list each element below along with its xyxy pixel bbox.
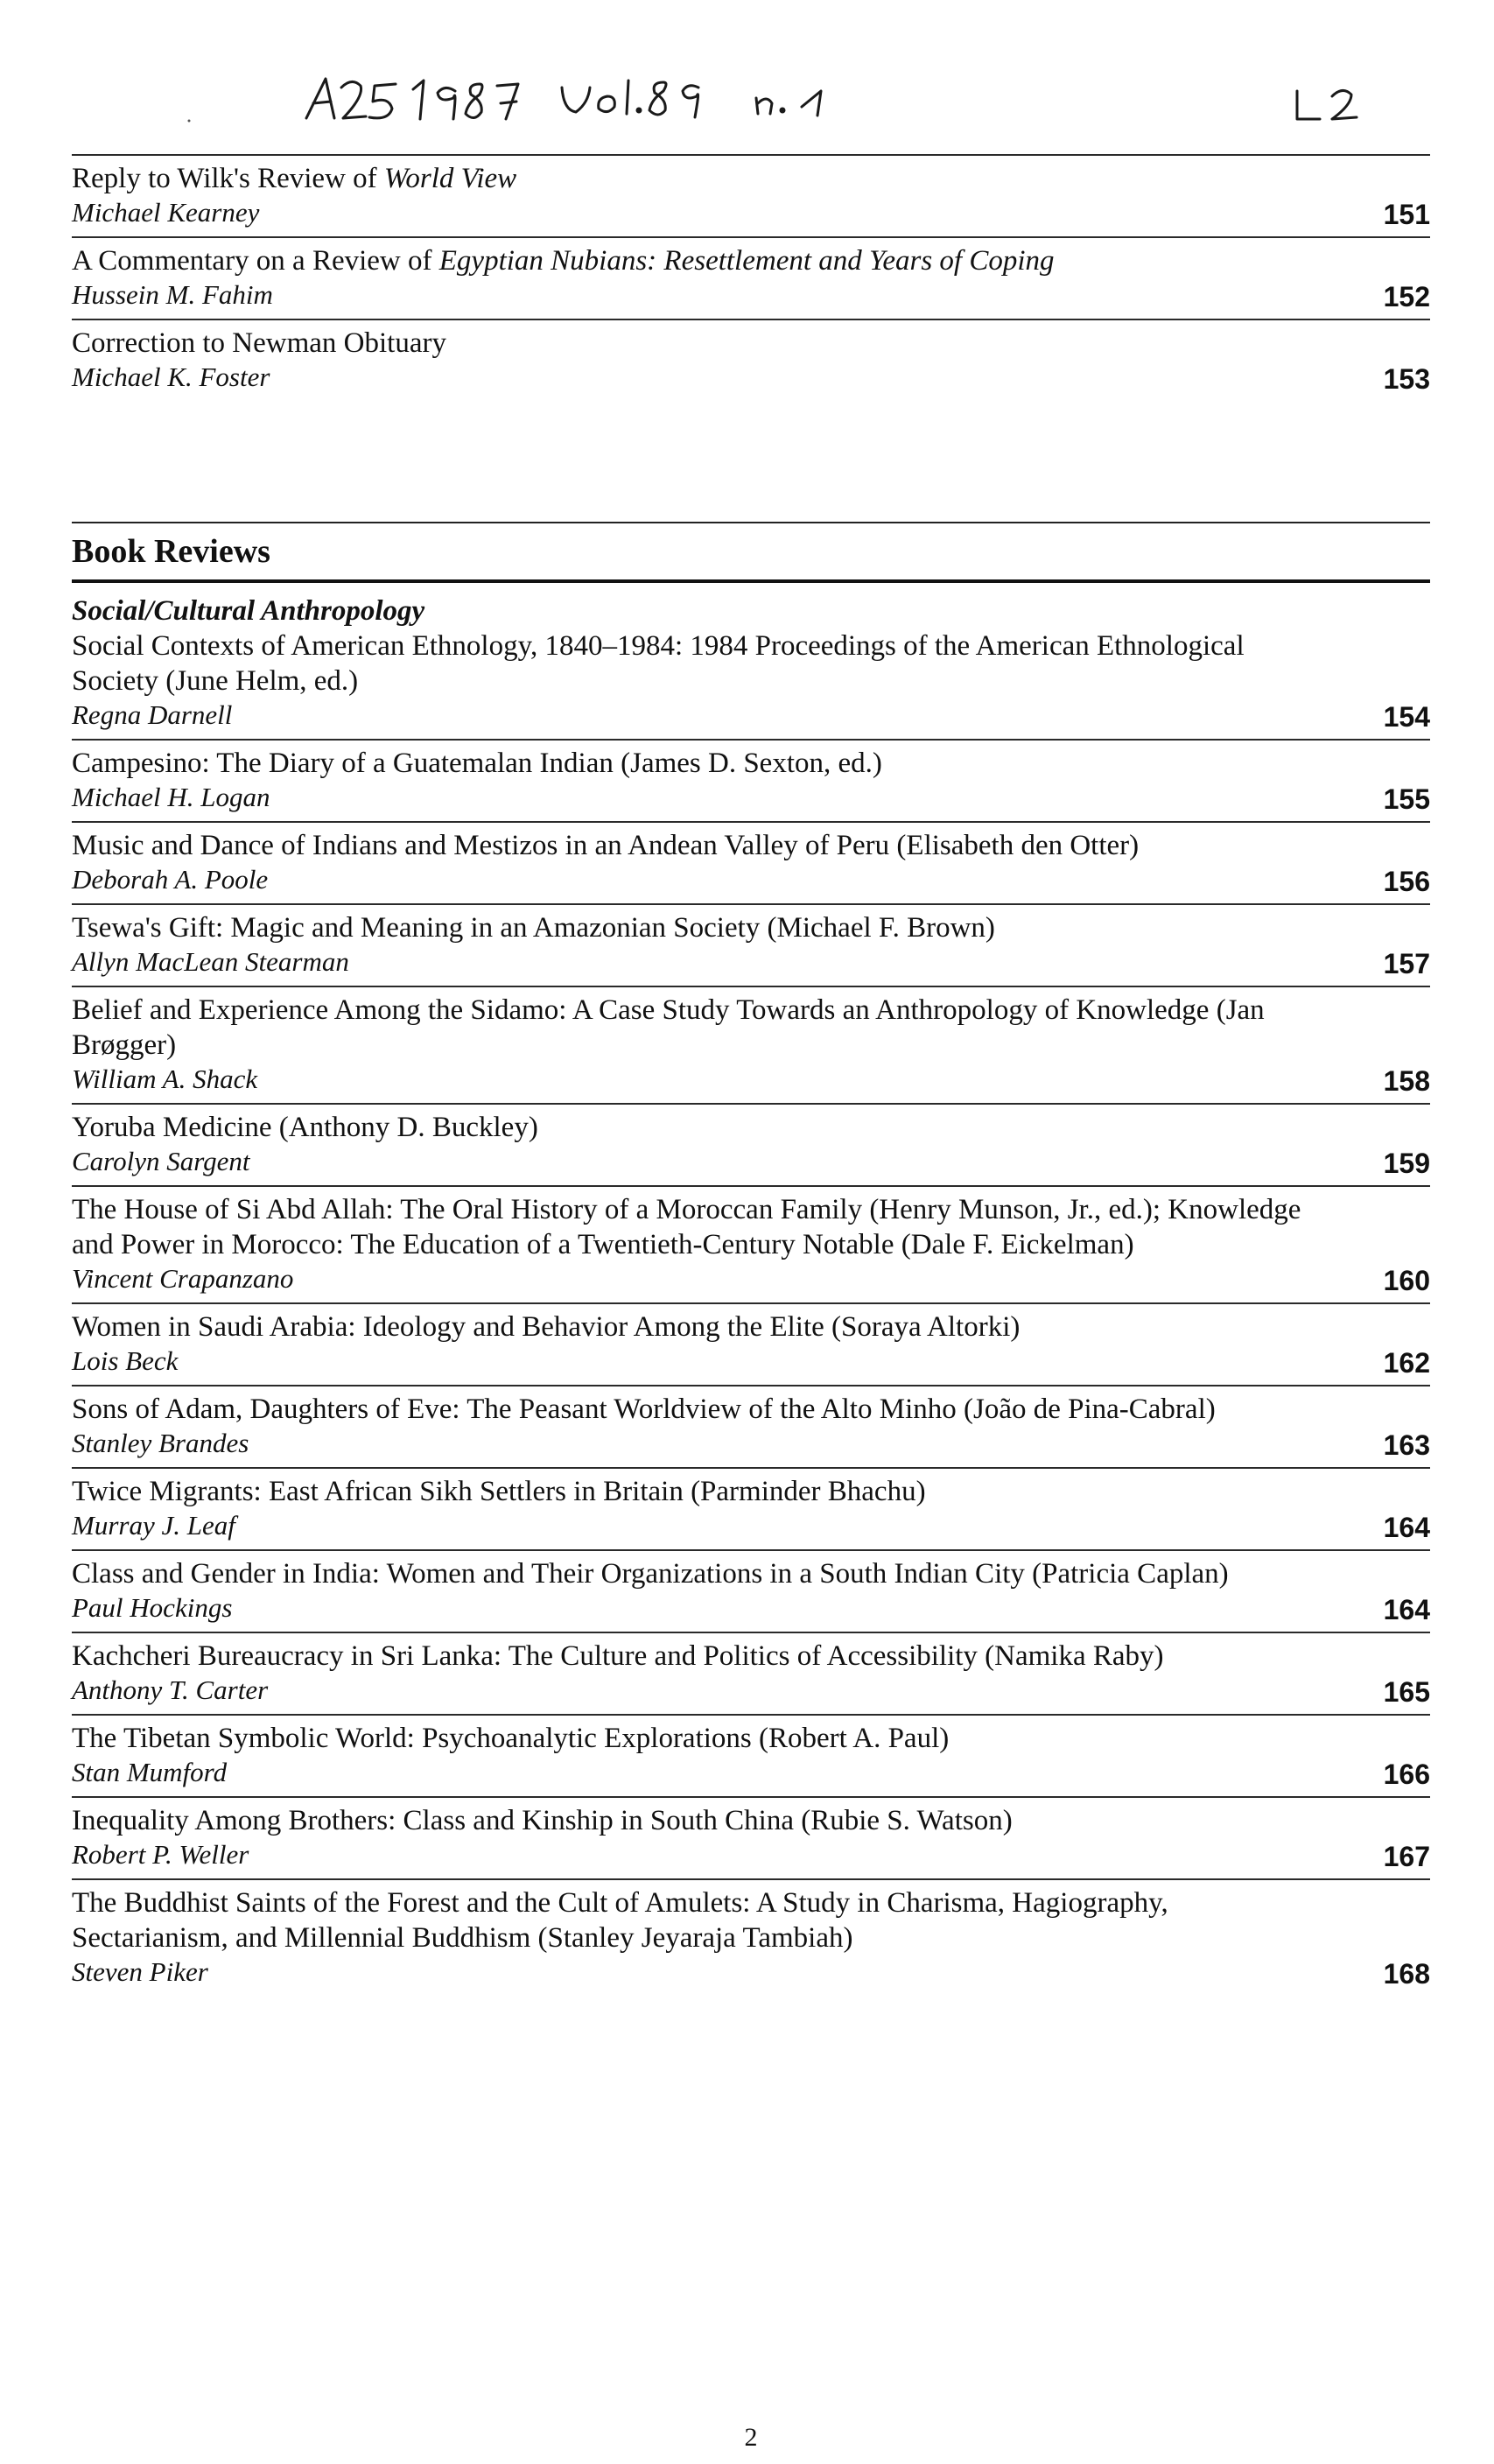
reviewer-name: Murray J. Leaf <box>72 1510 235 1541</box>
document-page <box>72 0 1430 2464</box>
review-title: Inequality Among Brothers: Class and Kinship in South China (Rubie S. Watson) <box>72 1805 1013 1836</box>
entry-title: A Commentary on a Review of Egyptian Nubians: Resettlement and Years of Coping <box>72 245 1055 277</box>
reviewer-name: Deborah A. Poole <box>72 864 269 895</box>
entry-page-number: 152 <box>1383 281 1430 312</box>
page-number: 2 <box>744 2423 758 2452</box>
review-title: Social Contexts of American Ethnology, 1840–1984: 1984 Proceedings of the American Ethnological Society (June Helm, ed.) <box>72 630 1245 697</box>
review-title: The Tibetan Symbolic World: Psychoanalytic Explorations (Robert A. Paul) <box>72 1723 950 1754</box>
list-item <box>72 1632 1430 1714</box>
handwriting-drawing <box>72 0 1430 131</box>
entry-title: Correction to Newman Obituary <box>72 327 446 359</box>
review-title: Music and Dance of Indians and Mestizos in an Andean Valley of Peru (Elisabeth den Otter) <box>72 830 1140 861</box>
review-title: Kachcheri Bureaucracy in Sri Lanka: The Culture and Politics of Accessibility (Namika Raby) <box>72 1640 1164 1672</box>
list-item <box>72 1302 1430 1385</box>
list-item <box>72 986 1430 1103</box>
review-title: Tsewa's Gift: Magic and Meaning in an Amazonian Society (Michael F. Brown) <box>72 912 995 944</box>
review-page-number: 157 <box>1383 948 1430 979</box>
reviewer-name: Carolyn Sargent <box>72 1146 250 1176</box>
reviewer-name: Stanley Brandes <box>72 1428 249 1458</box>
review-title: The House of Si Abd Allah: The Oral History of a Moroccan Family (Henry Munson, Jr., ed.); Knowledge and Power in Morocco: The Education of a Twentieth-Century Notable (Dale F. Eickelman) <box>72 1194 1301 1260</box>
list-item <box>72 1185 1430 1302</box>
review-title: Yoruba Medicine (Anthony D. Buckley) <box>72 1112 538 1143</box>
review-title: Belief and Experience Among the Sidamo: A Case Study Towards an Anthropology of Knowledge (Jan Brøgger) <box>72 994 1265 1061</box>
review-title: Campesino: The Diary of a Guatemalan Indian (James D. Sexton, ed.) <box>72 748 882 779</box>
list-item <box>72 1714 1430 1796</box>
list-item <box>72 1878 1430 1996</box>
list-item <box>72 1467 1430 1549</box>
reviewer-name: Robert P. Weller <box>72 1839 249 1870</box>
reviewer-name: Vincent Crapanzano <box>72 1263 294 1294</box>
review-page-number: 168 <box>1383 1958 1430 1990</box>
reviewer-name: William A. Shack <box>72 1064 258 1094</box>
review-title: Class and Gender in India: Women and Their Organizations in a South Indian City (Patricia Caplan) <box>72 1558 1229 1590</box>
review-page-number: 167 <box>1383 1841 1430 1872</box>
review-page-number: 158 <box>1383 1065 1430 1097</box>
subsection-heading: Social/Cultural Anthropology <box>72 595 425 627</box>
entry-author: Michael K. Foster <box>72 362 270 392</box>
entry-page-number: 151 <box>1383 199 1430 230</box>
reviewer-name: Steven Piker <box>72 1956 208 1987</box>
entry-title: Reply to Wilk's Review of World View <box>72 163 517 194</box>
review-page-number: 163 <box>1383 1429 1430 1461</box>
list-item <box>72 821 1430 903</box>
book-reviews-section <box>72 522 1430 1996</box>
reviewer-name: Stan Mumford <box>72 1757 228 1787</box>
section-heading: Book Reviews <box>72 533 270 570</box>
entry-author: Michael Kearney <box>72 197 260 228</box>
review-page-number: 164 <box>1383 1594 1430 1625</box>
subsection <box>72 583 1430 628</box>
top-entries-section <box>72 154 1430 401</box>
list-item <box>72 1796 1430 1878</box>
book-review-list <box>72 628 1430 1996</box>
review-page-number: 155 <box>1383 783 1430 815</box>
review-page-number: 160 <box>1383 1265 1430 1296</box>
list-item <box>72 319 1430 401</box>
review-page-number: 156 <box>1383 866 1430 897</box>
entry-author: Hussein M. Fahim <box>72 279 273 310</box>
list-item <box>72 1385 1430 1467</box>
review-page-number: 164 <box>1383 1512 1430 1543</box>
review-page-number: 166 <box>1383 1758 1430 1790</box>
list-item <box>72 1549 1430 1632</box>
review-title: Sons of Adam, Daughters of Eve: The Peasant Worldview of the Alto Minho (João de Pina-Cabral) <box>72 1393 1216 1425</box>
list-item <box>72 154 1430 236</box>
list-item <box>72 628 1430 739</box>
reviewer-name: Regna Darnell <box>72 699 233 730</box>
handwritten-catalog-note <box>72 0 1430 131</box>
list-item <box>72 739 1430 821</box>
list-item <box>72 236 1430 319</box>
review-page-number: 154 <box>1383 701 1430 733</box>
reviewer-name: Anthony T. Carter <box>72 1674 269 1705</box>
list-item <box>72 903 1430 986</box>
reviewer-name: Michael H. Logan <box>72 782 270 812</box>
review-title: The Buddhist Saints of the Forest and the Cult of Amulets: A Study in Charisma, Hagiography, Sectarianism, and Millennial Buddhism (Stanley Jeyaraja Tambiah) <box>72 1887 1168 1954</box>
review-page-number: 159 <box>1383 1148 1430 1179</box>
reviewer-name: Paul Hockings <box>72 1592 233 1623</box>
list-item <box>72 1103 1430 1185</box>
review-page-number: 165 <box>1383 1676 1430 1708</box>
reviewer-name: Lois Beck <box>72 1345 179 1376</box>
entry-page-number: 153 <box>1383 363 1430 395</box>
review-page-number: 162 <box>1383 1347 1430 1379</box>
review-title: Twice Migrants: East African Sikh Settlers in Britain (Parminder Bhachu) <box>72 1476 926 1507</box>
reviewer-name: Allyn MacLean Stearman <box>72 946 349 977</box>
review-title: Women in Saudi Arabia: Ideology and Behavior Among the Elite (Soraya Altorki) <box>72 1311 1021 1343</box>
